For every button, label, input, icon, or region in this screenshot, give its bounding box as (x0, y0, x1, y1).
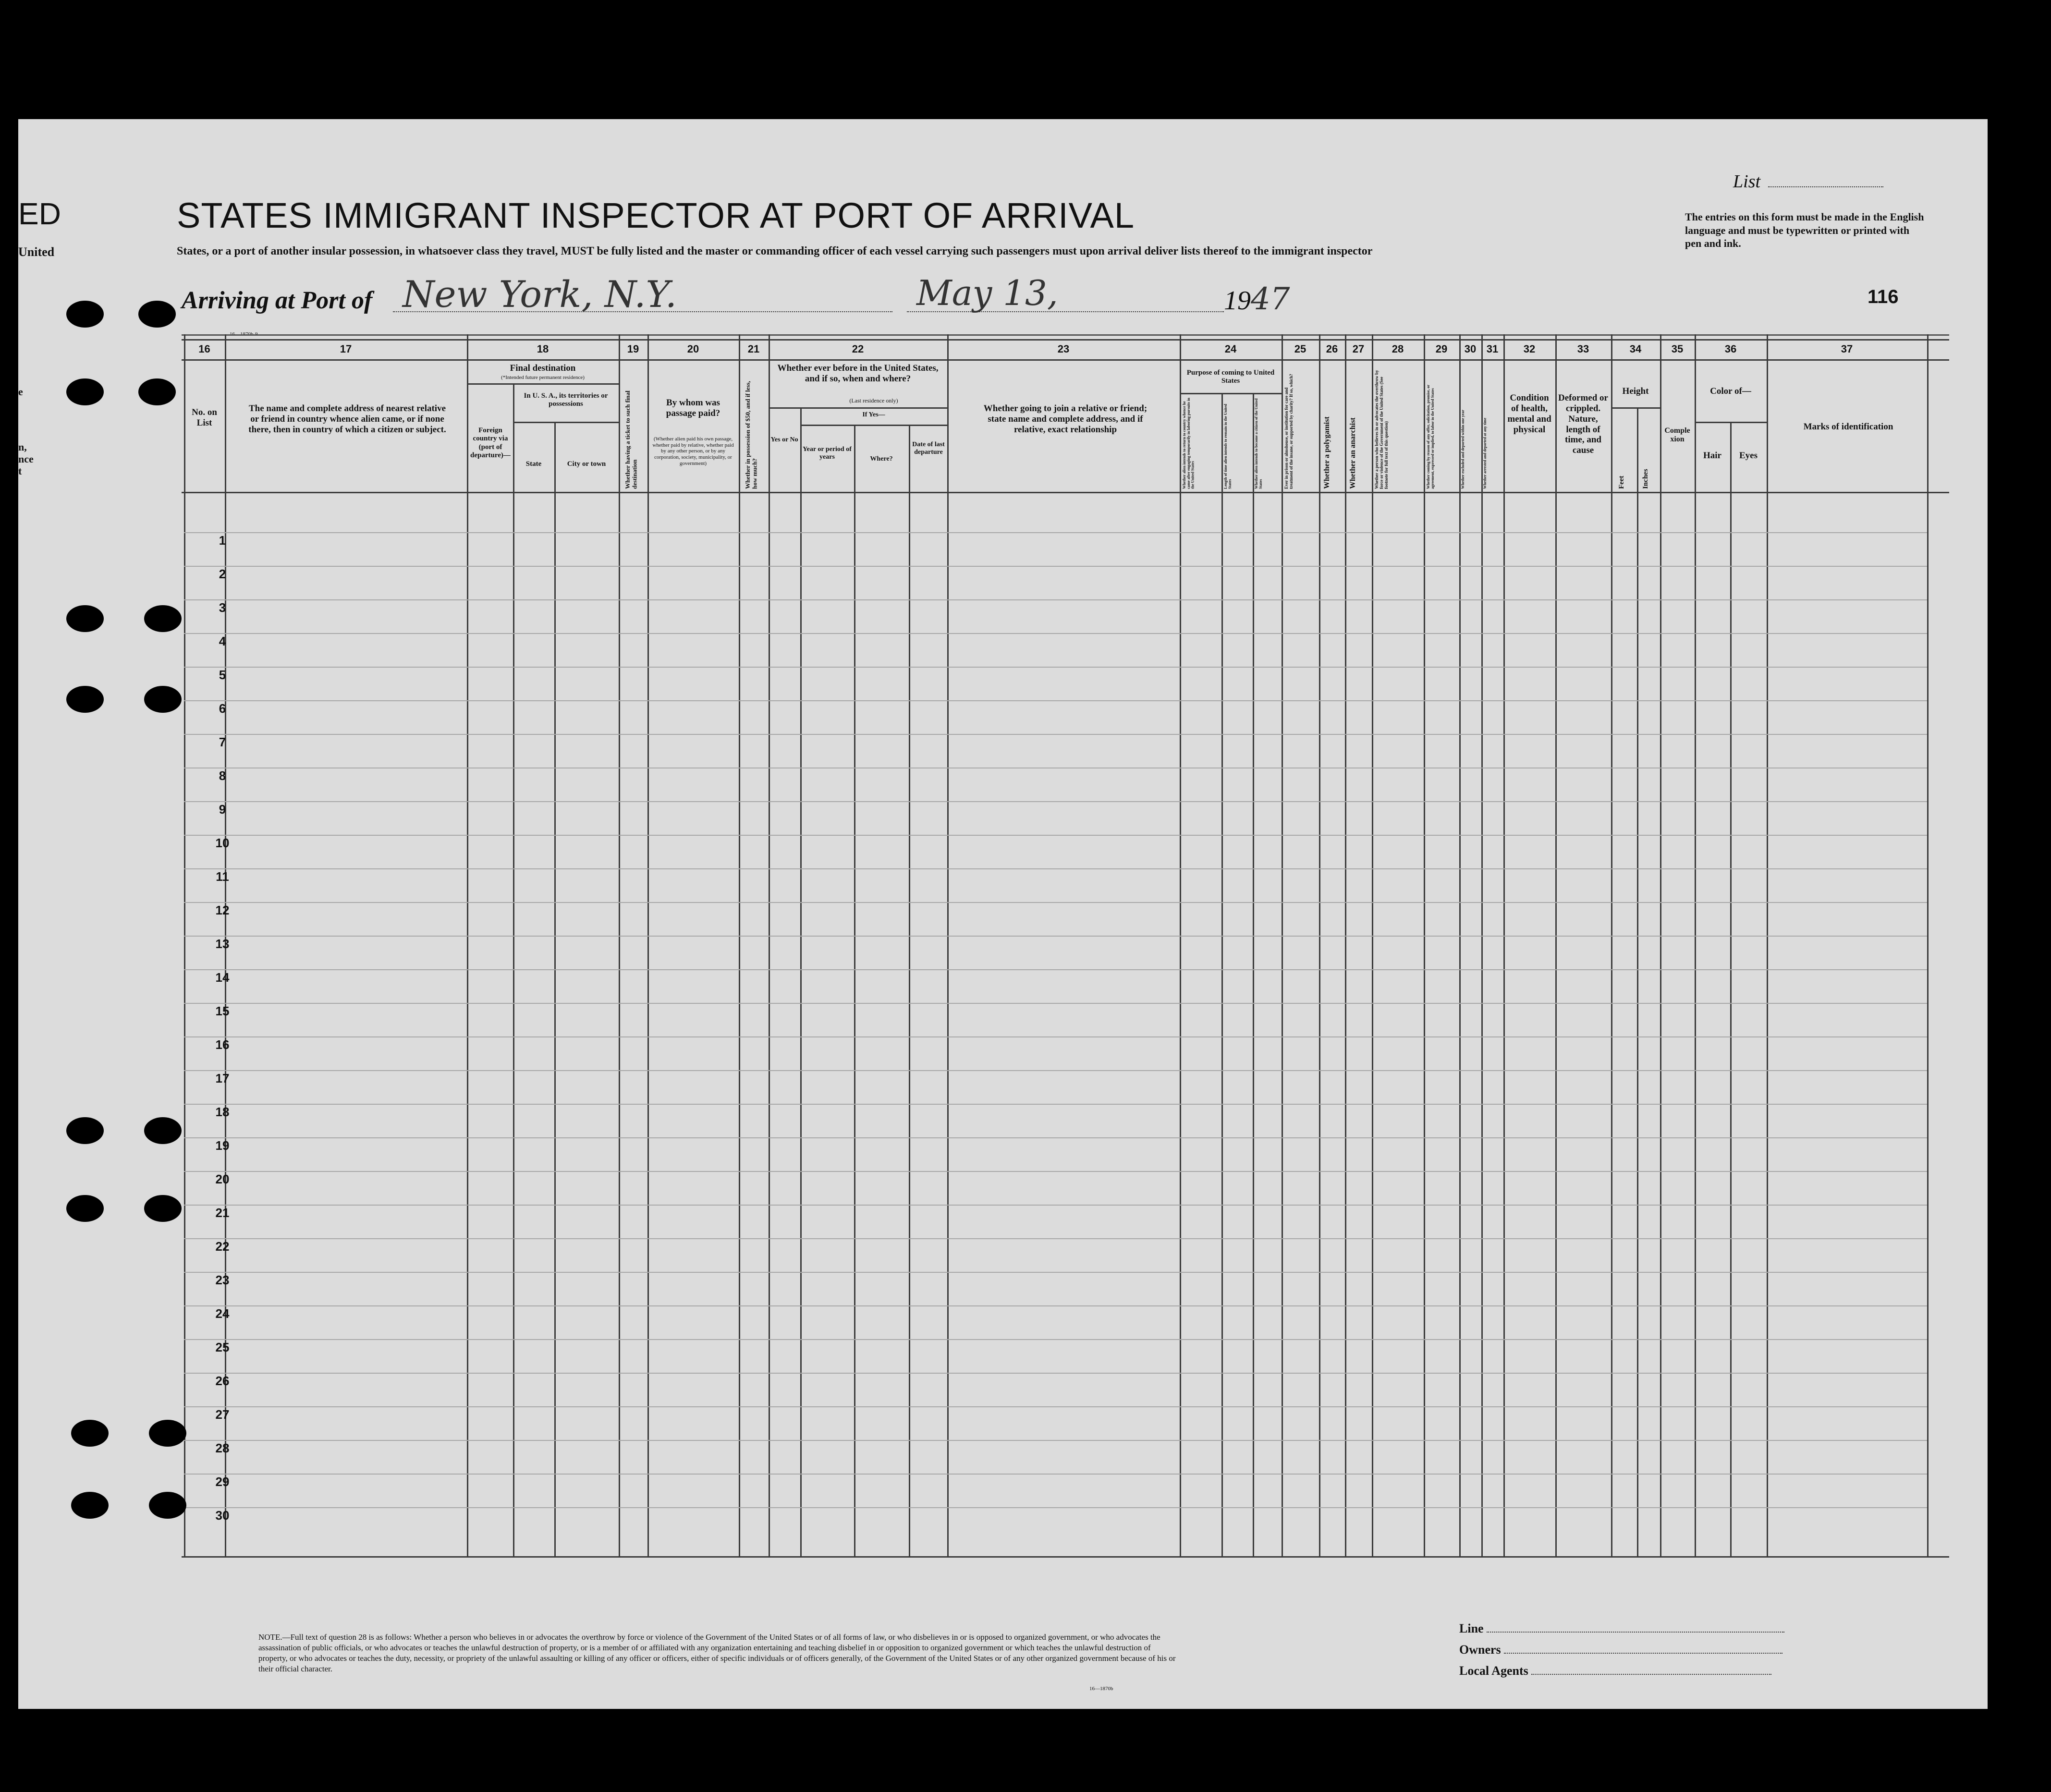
header-no-on-list: No. on List (192, 407, 217, 428)
row-line (184, 1070, 1927, 1071)
row-line (184, 936, 1927, 937)
row-line (184, 1205, 1927, 1206)
row-number-2: 2 (219, 567, 226, 581)
col-line (1927, 334, 1929, 1557)
row-line (184, 1272, 1927, 1273)
subheader-rule (800, 425, 947, 426)
table-bottom-line (182, 1556, 1949, 1558)
punch-hole (66, 378, 104, 405)
header-final-destination-sub: (*Intended future permanent residence) (501, 375, 585, 380)
form-subtitle: States, or a port of another insular possession, in whatsoever class they travel, MUST be fully listed and the master or commanding officer of each vessel carrying such passengers must upon arrival deliver lists thereof to the immigrant inspector (177, 245, 1373, 257)
punch-hole (66, 301, 104, 328)
row-number-9: 9 (219, 802, 226, 817)
row-line (184, 633, 1927, 634)
subheader-rule (1611, 407, 1660, 409)
col-num-16: 16 (198, 343, 210, 355)
header-inches: Inches (1642, 469, 1649, 489)
row-line (184, 1339, 1927, 1340)
local-agents-input[interactable] (1531, 1674, 1771, 1675)
col-num-23: 23 (1057, 343, 1070, 355)
row-number-24: 24 (215, 1306, 230, 1321)
col-num-22: 22 (852, 343, 864, 355)
left-edge-fragment-n: n, (18, 441, 27, 453)
row-number-11: 11 (216, 869, 229, 884)
header-date-last-departure: Date of last departure (912, 441, 945, 456)
col-line (1221, 393, 1223, 1557)
line-label: Line (1459, 1621, 1484, 1635)
col-line (1253, 393, 1254, 1557)
header-feet: Feet (1618, 475, 1625, 489)
header-ticket: Whether having a ticket to such final destination (624, 390, 638, 489)
col-line (1767, 334, 1768, 1557)
col-num-21: 21 (747, 343, 760, 355)
punch-hole (66, 686, 104, 713)
col-line (1660, 334, 1661, 1557)
col-num-35: 35 (1671, 343, 1684, 355)
row-line (184, 667, 1927, 668)
header-where: Where? (870, 455, 893, 463)
punch-hole (144, 1195, 182, 1222)
footnote-question-28: NOTE.—Full text of question 28 is as follows: Whether a person who believes in or advocates the overthrow by force or violence of the Government of the United States or of all forms of law, or who disbelieves in or is opposed to organized government, or who advocates the assassination of public officials, or who advocates or teaches the unlawful destruction of property, or is a member of or affiliated with any organization entertaining and teaching disbelief in or opposition to organized government or which teaches the unlawful destruction of property, or who advocates or teaches the duty, necessity, or propriety of the unlawful assaulting or killing of any officer or officers, either of specific individuals or of officers generally, of the Government of the United States or of any other organized government because of his or their official character. (258, 1633, 1176, 1674)
row-line (184, 835, 1927, 836)
line-input[interactable] (1487, 1632, 1784, 1633)
row-line (184, 801, 1927, 802)
date-line (907, 311, 1224, 312)
punch-hole (71, 1420, 109, 1447)
row-line (184, 566, 1927, 567)
row-line (184, 734, 1927, 735)
header-years: Year or period of years (803, 446, 852, 461)
header-money: Whether in possession of $50, and if less, how much? (744, 381, 758, 489)
col-line (1424, 334, 1425, 1557)
row-number-12: 12 (215, 903, 230, 917)
header-color-of: Color of— (1710, 386, 1751, 396)
col-line (739, 334, 740, 1557)
left-edge-fragment-nce: nce (18, 453, 34, 465)
row-line (184, 1238, 1927, 1239)
punch-hole (138, 301, 176, 328)
header-prison: Ever in prison or almshouse, or institution for care and treatment of the insane, or supported by charity? If so, which? (1284, 374, 1294, 489)
header-if-yes: If Yes— (862, 411, 885, 418)
col-line (647, 334, 649, 1557)
line-field (1459, 1621, 1784, 1636)
local-agents-field (1459, 1664, 1771, 1678)
port-line (393, 311, 892, 312)
row-number-4: 4 (219, 634, 226, 648)
col-num-18: 18 (537, 343, 549, 355)
col-num-34: 34 (1629, 343, 1642, 355)
col-line (1319, 334, 1320, 1557)
col-line (1180, 334, 1181, 1557)
col-line (513, 383, 514, 1557)
col-line (1481, 334, 1483, 1557)
header-complexion: Complexion (1664, 427, 1690, 444)
row-number-29: 29 (215, 1475, 230, 1489)
punch-hole (71, 1492, 109, 1519)
punch-hole (144, 605, 182, 632)
subheader-rule (769, 407, 947, 409)
row-number-14: 14 (215, 970, 230, 985)
col-line (1637, 407, 1638, 1557)
header-purpose-a: Whether alien intends to return to country whence he came after engaging temporarily in laboring pursuits in the United States (1182, 398, 1195, 489)
header-labor-offer: Whether coming by reason of any offer, solicitation, promise, or agreement, expressed or implied, to labor in the United States (1426, 385, 1435, 489)
punch-hole (149, 1420, 186, 1447)
row-number-3: 3 (219, 600, 226, 615)
row-line (184, 969, 1927, 970)
punch-hole (144, 686, 182, 713)
punch-hole (144, 1117, 182, 1144)
row-number-5: 5 (219, 668, 226, 682)
punch-hole (66, 1117, 104, 1144)
header-purpose: Purpose of coming to United States (1186, 369, 1275, 385)
header-passage-paid-sub: (Whether alien paid his own passage, whether paid by relative, whether paid by any other person, or by any corporation, society, municipality, or government) (652, 436, 734, 466)
col-num-19: 19 (627, 343, 639, 355)
year-field (1224, 281, 1290, 317)
header-ever-before: Whether ever before in the United States, and if so, when and where? (777, 363, 939, 384)
page-number: 116 (1868, 286, 1899, 307)
row-number-6: 6 (219, 701, 226, 716)
col-line (1503, 334, 1505, 1557)
row-line (184, 532, 1927, 533)
year-prefix: 19 (1224, 286, 1251, 316)
row-number-30: 30 (215, 1508, 230, 1523)
row-number-15: 15 (215, 1004, 230, 1018)
col-line (1372, 334, 1373, 1557)
row-number-13: 13 (215, 937, 230, 951)
row-line (184, 1137, 1927, 1138)
col-line (184, 334, 185, 1557)
year-handwritten: 47 (1251, 281, 1290, 317)
row-number-23: 23 (215, 1273, 230, 1287)
row-line (184, 1373, 1927, 1374)
col-num-29: 29 (1435, 343, 1448, 355)
row-number-19: 19 (215, 1138, 230, 1153)
punch-hole (66, 1195, 104, 1222)
header-eyes: Eyes (1739, 451, 1758, 461)
port-handwritten: New York, N.Y. (403, 273, 677, 316)
header-hair: Hair (1703, 451, 1721, 461)
owners-field (1459, 1643, 1782, 1657)
header-height: Height (1622, 386, 1649, 396)
col-line (800, 407, 802, 1557)
local-agents-label: Local Agents (1459, 1664, 1528, 1678)
col-num-33: 33 (1577, 343, 1589, 355)
header-state: State (525, 460, 542, 468)
row-number-8: 8 (219, 768, 226, 783)
col-num-30: 30 (1464, 343, 1477, 355)
header-foreign-country: Foreign country via (port of departure)— (470, 427, 511, 459)
header-nearest-relative: The name and complete address of nearest relative or friend in country whence alien came, or if none there, then in country of which a citizen or subject. (248, 403, 446, 435)
col-line (854, 425, 855, 1557)
punch-hole (149, 1492, 186, 1519)
col-line (467, 334, 468, 1557)
left-edge-fragment-t: t (18, 465, 22, 477)
table-top-line (182, 334, 1949, 336)
subheader-rule (1695, 422, 1767, 423)
row-number-16: 16 (215, 1037, 230, 1052)
row-line (184, 1104, 1927, 1105)
row-number-1: 1 (219, 533, 226, 548)
col-num-36: 36 (1724, 343, 1737, 355)
header-yes-or-no: Yes or No (770, 436, 798, 443)
row-line (184, 1036, 1927, 1037)
header-deformed: Deformed or crippled. Nature, length of time, and cause (1558, 393, 1608, 456)
row-number-27: 27 (215, 1407, 230, 1422)
header-marks: Marks of identification (1803, 422, 1893, 432)
col-line (947, 334, 949, 1557)
col-num-26: 26 (1326, 343, 1338, 355)
header-rule-1 (182, 339, 1949, 341)
row-number-7: 7 (219, 735, 226, 749)
left-edge-fragment-ed: ED (18, 196, 61, 231)
col-num-31: 31 (1486, 343, 1499, 355)
col-num-25: 25 (1294, 343, 1306, 355)
col-num-32: 32 (1523, 343, 1536, 355)
row-line (184, 700, 1927, 701)
form-sheet (18, 119, 1988, 1709)
row-number-21: 21 (215, 1206, 230, 1220)
header-final-destination: Final destination (510, 363, 576, 373)
row-line (184, 1305, 1927, 1306)
row-number-22: 22 (215, 1239, 230, 1254)
col-line (909, 425, 910, 1557)
col-line (1555, 334, 1557, 1557)
row-line (184, 1440, 1927, 1441)
col-line (1282, 334, 1283, 1557)
header-city: City or town (567, 460, 606, 468)
list-label-text: List (1733, 171, 1761, 192)
row-line (184, 599, 1927, 600)
row-line (184, 1003, 1927, 1004)
header-purpose-c: Whether alien intends to become a citizen of the United States (1254, 398, 1263, 489)
header-rule-3 (182, 492, 1949, 493)
header-polygamist: Whether a polygamist (1323, 416, 1331, 489)
row-line (184, 1171, 1927, 1172)
footer-form-code: 16—1870b (1089, 1686, 1113, 1692)
punch-hole (66, 605, 104, 632)
col-num-27: 27 (1352, 343, 1365, 355)
form-instructions: The entries on this form must be made in the English language and must be typewritten or printed with pen and ink. (1685, 211, 1924, 249)
col-num-28: 28 (1392, 343, 1404, 355)
col-num-17: 17 (340, 343, 352, 355)
row-number-20: 20 (215, 1172, 230, 1186)
row-number-26: 26 (215, 1374, 230, 1388)
owners-input[interactable] (1504, 1653, 1782, 1654)
col-line (1345, 334, 1346, 1557)
row-line (184, 1507, 1927, 1508)
col-num-37: 37 (1841, 343, 1853, 355)
row-line (184, 902, 1927, 903)
date-handwritten: May 13, (916, 273, 1058, 313)
left-edge-fragment-united: United (18, 245, 55, 259)
subheader-rule (467, 383, 619, 385)
list-label (1733, 171, 1883, 192)
header-passage-paid: By whom was passage paid? (666, 398, 720, 418)
header-ever-before-sub: (Last residence only) (849, 397, 898, 404)
owners-label: Owners (1459, 1643, 1501, 1657)
col-num-20: 20 (687, 343, 699, 355)
header-in-usa: In U. S. A., its territories or possessions (524, 392, 608, 408)
header-purpose-b: Length of time alien intends to remain in the United States (1223, 404, 1232, 489)
col-line (1611, 334, 1612, 1557)
header-rule-2 (182, 359, 1949, 361)
col-line (554, 422, 556, 1557)
row-line (184, 868, 1927, 869)
header-excluded: Whether excluded and deported within one year (1461, 410, 1465, 489)
row-number-17: 17 (215, 1071, 230, 1085)
header-overthrow: Whether a person who believes in or advocates the overthrow by force or violence of the Government of the United States (See footnote for full text of this question) (1374, 370, 1389, 489)
row-number-10: 10 (215, 836, 230, 850)
header-health: Condition of health, mental and physical (1507, 393, 1551, 435)
col-line (1695, 334, 1696, 1557)
col-num-24: 24 (1224, 343, 1237, 355)
col-line (1459, 334, 1461, 1557)
list-number-line[interactable] (1768, 186, 1883, 187)
form-title: STATES IMMIGRANT INSPECTOR AT PORT OF ARRIVAL (177, 195, 1135, 235)
arriving-port-label: Arriving at Port of (182, 287, 373, 314)
punch-hole (138, 378, 176, 405)
header-anarchist: Whether an anarchist (1349, 417, 1357, 489)
row-number-28: 28 (215, 1441, 230, 1455)
col-line (1730, 422, 1732, 1557)
col-line (769, 334, 770, 1557)
subheader-rule (1180, 393, 1282, 394)
header-arrested: Whether arrested and deported at any time (1483, 417, 1487, 489)
header-join-relative: Whether going to join a relative or friend; state name and complete address, and if relative, exact relationship (983, 403, 1148, 435)
row-number-18: 18 (215, 1105, 230, 1119)
row-line (184, 1406, 1927, 1407)
left-edge-fragment-e: e (18, 386, 23, 398)
row-number-25: 25 (215, 1340, 230, 1354)
col-line (619, 334, 620, 1557)
row-line (184, 1474, 1927, 1475)
subheader-rule (513, 422, 619, 423)
